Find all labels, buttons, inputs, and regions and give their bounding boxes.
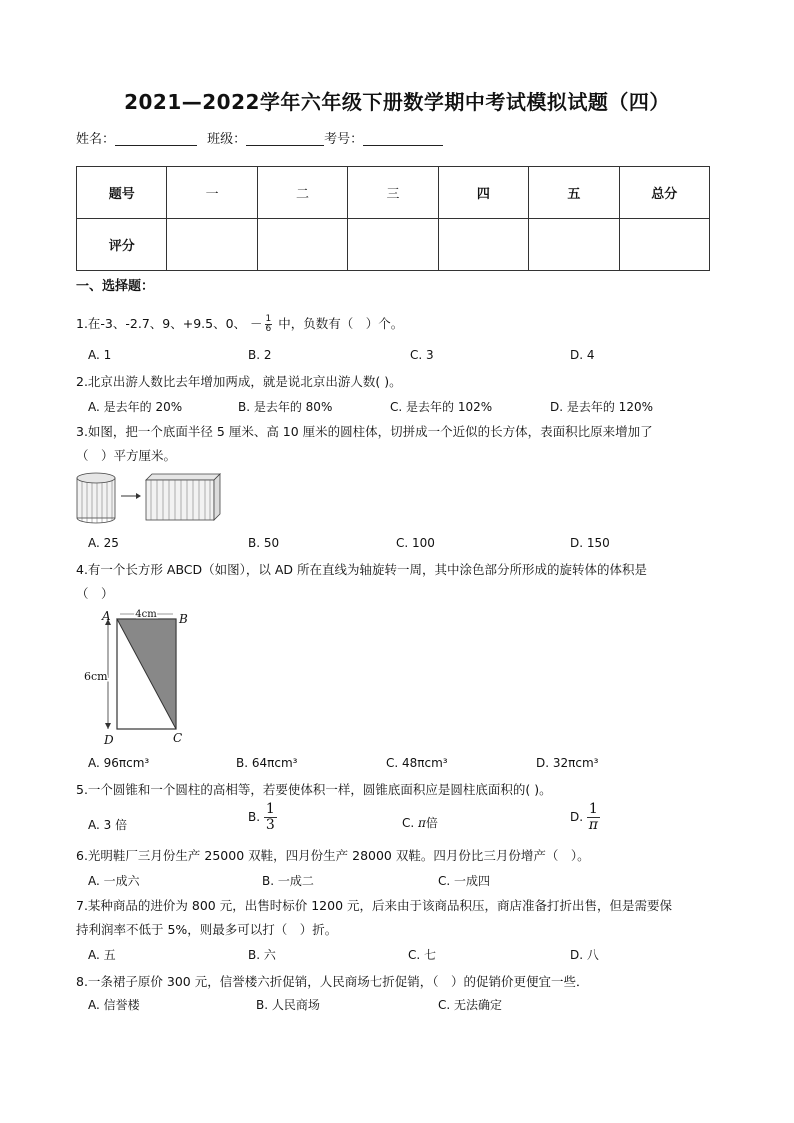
q5-d-num: 1	[588, 801, 598, 817]
q3-option-d[interactable]: D. 150	[570, 536, 610, 550]
name-blank[interactable]	[115, 131, 197, 146]
question-7-stem-line2: 持利润率不低于 5%，则最多可以打（ ）折。	[76, 922, 338, 937]
header-cell-label: 题号	[77, 167, 167, 219]
arrow-icon	[121, 493, 141, 499]
q1-text-a: 1.在-3、-2.7、9、+9.5、0、	[76, 316, 247, 331]
q5-option-d-fraction	[587, 802, 600, 833]
class-blank[interactable]	[246, 131, 324, 146]
question-8-stem: 8.一条裙子原价 300 元，信誉楼六折促销，人民商场七折促销，（ ）的促销价更便宜一些．	[76, 974, 589, 989]
q1-fraction	[265, 315, 273, 334]
cylinder-cut-figure	[74, 470, 224, 526]
q5-pi-symbol: π	[418, 816, 426, 830]
score-table	[76, 166, 710, 271]
q1-option-b[interactable]: B. 2	[248, 348, 272, 362]
page-title: 2021—2022学年六年级下册数学期中考试模拟试题（四）	[124, 90, 670, 114]
q7-option-d[interactable]: D. 八	[570, 948, 599, 962]
q1-minus-sign: －	[250, 316, 263, 331]
section-heading: 一、选择题：	[76, 279, 155, 294]
vertex-a-label: A	[102, 609, 111, 623]
q1-option-d[interactable]: D. 4	[570, 348, 595, 362]
question-5-stem: 5.一个圆锥和一个圆柱的高相等，若要使体积一样，圆锥底面积应是圆柱底面积的( )。	[76, 782, 552, 797]
cuboid-shape	[146, 474, 220, 520]
header-cell-total: 总分	[619, 167, 709, 219]
question-6-stem: 6.光明鞋厂三月份生产 25000 双鞋，四月份生产 28000 双鞋。四月份比三月份增产（ ）。	[76, 848, 590, 863]
q1-option-c[interactable]: C. 3	[410, 348, 434, 362]
q5-b-den: 3	[265, 817, 275, 833]
shaded-triangle	[117, 619, 176, 729]
q5-d-den: π	[588, 817, 598, 833]
question-3-stem-line1: 3.如图，把一个底面半径 5 厘米、高 10 厘米的圆柱体，切拼成一个近似的长方体，表面积比原来增加了	[76, 424, 653, 439]
score-table-header-row	[77, 167, 710, 219]
exam-no-label: 考号：	[324, 132, 364, 147]
q5-option-b-label: B.	[248, 810, 261, 824]
question-4-stem-line2: （ ）	[76, 586, 114, 601]
score-cell-5[interactable]	[529, 219, 619, 271]
score-cell-total[interactable]	[619, 219, 709, 271]
rectangle-abcd-figure	[80, 606, 198, 748]
q2-option-b[interactable]: B. 是去年的 80%	[238, 400, 333, 414]
question-7-stem-line1: 7.某种商品的进价为 800 元，出售时标价 1200 元，后来由于该商品积压，商店准备打折出售，但是需要保	[76, 898, 672, 913]
q5-b-num: 1	[265, 801, 275, 817]
q7-option-b[interactable]: B. 六	[248, 948, 276, 962]
header-cell-4: 四	[438, 167, 528, 219]
q8-option-b[interactable]: B. 人民商场	[256, 998, 320, 1012]
q2-option-a[interactable]: A. 是去年的 20%	[88, 400, 183, 414]
header-cell-2: 二	[257, 167, 347, 219]
q5-option-b-fraction	[264, 802, 277, 833]
q7-option-a[interactable]: A. 五	[88, 948, 116, 962]
question-2-stem: 2.北京出游人数比去年增加两成，就是说北京出游人数( )。	[76, 374, 402, 389]
q5-option-d-label: D.	[570, 810, 584, 824]
q1-frac-den: 6	[265, 324, 272, 334]
score-cell-4[interactable]	[438, 219, 528, 271]
q6-option-a[interactable]: A. 一成六	[88, 874, 140, 888]
score-row-label: 评分	[77, 219, 167, 271]
q3-option-a[interactable]: A. 25	[88, 536, 119, 550]
header-cell-5: 五	[529, 167, 619, 219]
q1-text-b: 中，负数有（ ）个。	[278, 316, 404, 331]
vertex-b-label: B	[179, 612, 188, 626]
name-label: 姓名：	[76, 132, 116, 147]
student-info-line	[76, 128, 443, 147]
q4-option-b[interactable]: B. 64πcm³	[236, 756, 298, 770]
score-table-score-row	[77, 219, 710, 271]
q5-option-d[interactable]	[570, 802, 600, 833]
question-1-stem	[76, 314, 403, 334]
q2-option-d[interactable]: D. 是去年的 120%	[550, 400, 653, 414]
q3-option-c[interactable]: C. 100	[396, 536, 435, 550]
q1-option-a[interactable]: A. 1	[88, 348, 112, 362]
q6-option-b[interactable]: B. 一成二	[262, 874, 314, 888]
q2-option-c[interactable]: C. 是去年的 102%	[390, 400, 493, 414]
q4-option-d[interactable]: D. 32πcm³	[536, 756, 599, 770]
q6-option-c[interactable]: C. 一成四	[438, 874, 491, 888]
q3-option-b[interactable]: B. 50	[248, 536, 280, 550]
q5-option-c[interactable]	[402, 814, 438, 831]
cylinder-shape	[77, 473, 115, 523]
header-cell-3: 三	[348, 167, 438, 219]
question-4-stem-line1: 4.有一个长方形 ABCD（如图），以 AD 所在直线为轴旋转一周，其中涂色部分所形成的旋转体的体积是	[76, 562, 648, 577]
q7-option-c[interactable]: C. 七	[408, 948, 437, 962]
q4-option-c[interactable]: C. 48πcm³	[386, 756, 448, 770]
q4-option-a[interactable]: A. 96πcm³	[88, 756, 150, 770]
q5-option-a[interactable]: A. 3 倍	[88, 818, 128, 832]
question-3-stem-line2: （ ）平方厘米。	[76, 448, 177, 463]
q5-option-c-label: C.	[402, 816, 415, 830]
width-label: 4cm	[135, 609, 157, 620]
vertex-c-label: C	[173, 731, 183, 745]
score-cell-1[interactable]	[167, 219, 257, 271]
q5-option-c-suffix: 倍	[425, 816, 438, 830]
height-label: 6cm	[84, 670, 108, 683]
q8-option-a[interactable]: A. 信誉楼	[88, 998, 140, 1012]
q1-frac-num: 1	[265, 314, 272, 324]
score-cell-3[interactable]	[348, 219, 438, 271]
q5-option-b[interactable]	[248, 802, 277, 833]
q8-option-c[interactable]: C. 无法确定	[438, 998, 503, 1012]
header-cell-1: 一	[167, 167, 257, 219]
class-label: 班级：	[207, 132, 247, 147]
exam-no-blank[interactable]	[363, 131, 443, 146]
vertex-d-label: D	[104, 733, 114, 747]
score-cell-2[interactable]	[257, 219, 347, 271]
